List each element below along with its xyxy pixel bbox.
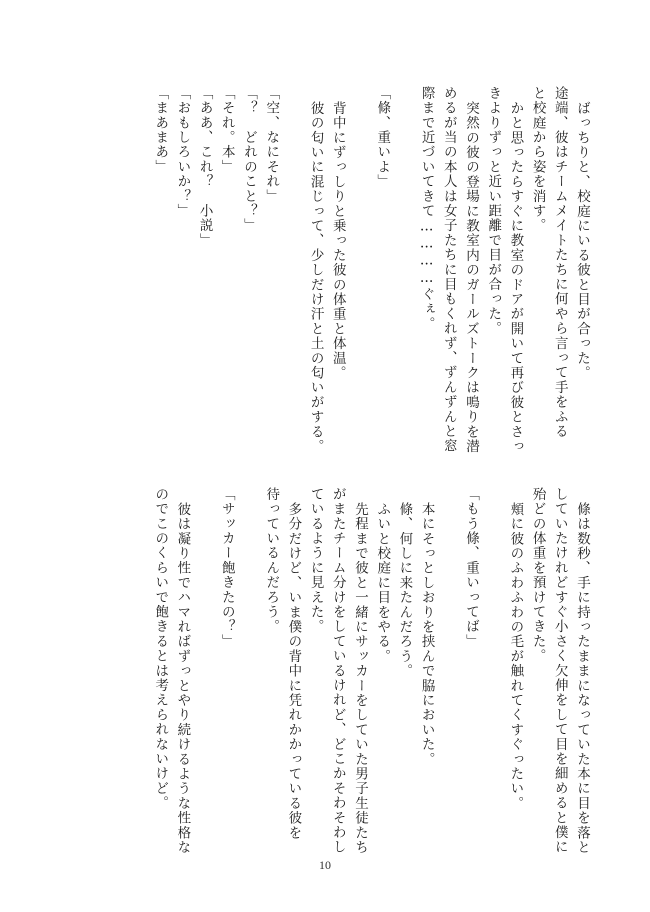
text-line: 先程まで彼と一緒にサッカーをしていた男子生徒たち — [352, 501, 368, 855]
text-line: ているように見えた。 — [307, 487, 324, 634]
text-line: 彼の匂いに混じって、少しだけ汗と土の匂いがする。 — [307, 100, 324, 454]
text-line: のでこのくらいで飽きるとは考えられないけど。 — [152, 487, 169, 811]
text-line: 「？ どれのこと？」 — [241, 86, 257, 233]
text-line: 條、何しに来たんだろう。 — [396, 501, 413, 679]
text-line: 「空、なにそれ」 — [263, 86, 280, 204]
text-line: 背中にずっしりと乗った彼の体重と体温。 — [329, 100, 346, 380]
text-line: 頬に彼のふわふわの毛が触れてくすぐったい。 — [507, 501, 524, 811]
text-line: かと思ったらすぐに教室のドアが開いて再び彼とさっ — [507, 100, 524, 454]
text-line: と校庭から姿を消す。 — [529, 86, 546, 233]
text-line: 「サッカー飽きたの？」 — [218, 487, 235, 649]
text-line: 條は数秒、手に持ったままになっていた本に目を落と — [574, 501, 590, 855]
text-line: していたけれどすぐ小さく欠伸をして目を細めると僕に — [551, 487, 568, 855]
text-line: 多分だけど、いま僕の背中に凭れかかっている彼を — [285, 501, 302, 840]
page-number: 10 — [319, 858, 331, 872]
text-line: 「條、重いよ」 — [374, 86, 391, 189]
text-line: 「もう條、重いってば」 — [463, 487, 479, 649]
text-line: 「ああ、これ？ 小説」 — [196, 86, 213, 248]
text-line: 「それ。本」 — [218, 86, 235, 175]
text-line: 際まで近づいてきて…………ぐぇ。 — [418, 86, 435, 332]
text-line: 「おもしろいか？」 — [174, 86, 191, 219]
text-line: 本にそっとしおりを挟んで脇においた。 — [418, 501, 435, 767]
text-line: ふいと校庭に目をやる。 — [374, 501, 391, 664]
text-line: 途端、彼はチームメイトたちに何やら言って手をふる — [551, 86, 568, 439]
text-line: 「まあまあ」 — [152, 86, 169, 175]
text-line: 待っているんだろう。 — [263, 487, 280, 634]
text-line: 彼は凝り性でハマればずっとやり続けるような性格な — [174, 501, 191, 855]
text-line: 突然の彼の登場に教室内のガールズトークは鳴りを潜 — [463, 100, 479, 454]
text-line: ばっちりと、校庭にいる彼と目が合った。 — [574, 100, 590, 380]
text-line: がまたチーム分けをしているけれど、どこかそわそわし — [329, 487, 346, 855]
text-line: きよりずっと近い距離で目が合った。 — [485, 86, 502, 336]
text-line: めるが当の本人は女子たちに目もくれず、ずんずんと窓 — [440, 86, 457, 454]
text-line: 殆どの体重を預けてきた。 — [529, 487, 546, 664]
